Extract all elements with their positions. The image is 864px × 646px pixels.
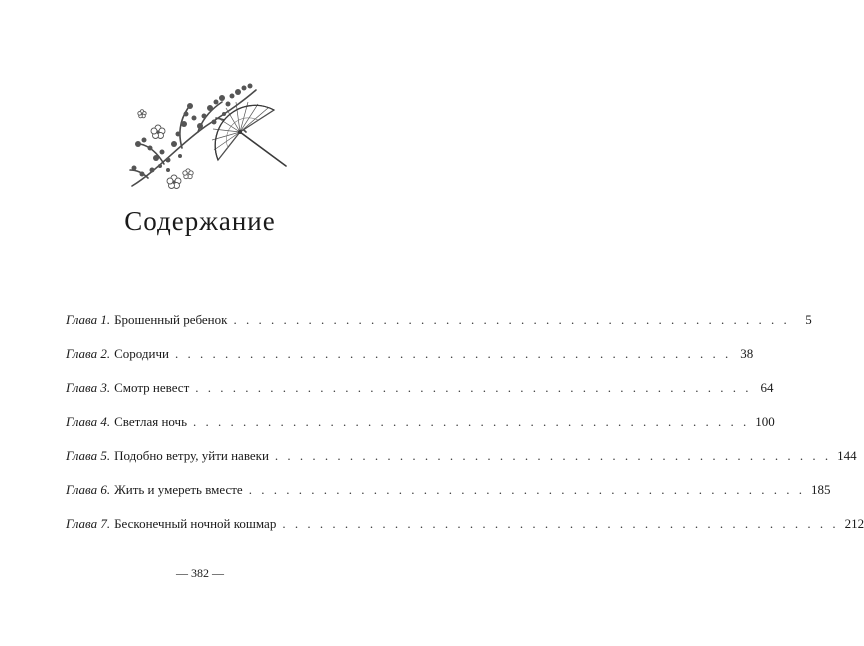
table-of-contents bbox=[66, 312, 864, 550]
chapter-label: Глава 5. bbox=[66, 448, 111, 463]
chapter-page-number: 144 bbox=[837, 448, 857, 463]
toc-entry[interactable] bbox=[66, 414, 775, 448]
leader-dots: . . . . . . . . . . . . . . . . . . . . . . . . . . . . . . . . . . . . . . . . . . . . . bbox=[174, 346, 732, 361]
chapter-label: Глава 3. bbox=[66, 380, 111, 395]
chapter-title: Брошенный ребенок bbox=[114, 312, 228, 327]
toc-entry[interactable] bbox=[66, 380, 774, 414]
leader-dots: . . . . . . . . . . . . . . . . . . . . . . . . . . . . . . . . . . . . . . . . . . . . . bbox=[233, 312, 790, 327]
chapter-label: Глава 6. bbox=[66, 482, 111, 497]
chapter-title: Сородичи bbox=[114, 346, 169, 361]
chapter-title: Светлая ночь bbox=[114, 414, 188, 429]
parasol-cherry-blossom-icon bbox=[128, 74, 288, 196]
chapter-title: Смотр невест bbox=[114, 380, 190, 395]
chapter-label: Глава 4. bbox=[66, 414, 111, 429]
page-number: — 382 — bbox=[176, 566, 224, 580]
toc-entry[interactable] bbox=[66, 312, 812, 346]
chapter-label: Глава 1. bbox=[66, 312, 111, 327]
toc-entry[interactable] bbox=[66, 482, 831, 516]
leader-dots: . . . . . . . . . . . . . . . . . . . . . . . . . . . . . . . . . . . . . . . . . . . . . bbox=[248, 482, 805, 497]
chapter-page-number: 38 bbox=[740, 346, 754, 361]
chapter-page-number: 64 bbox=[760, 380, 774, 395]
chapter-title: Подобно ветру, уйти навеки bbox=[114, 448, 269, 463]
toc-entry[interactable] bbox=[66, 448, 857, 482]
chapter-page-number: 212 bbox=[844, 516, 864, 531]
leader-dots: . . . . . . . . . . . . . . . . . . . . . . . . . . . . . . . . . . . . . . . . . . . . . bbox=[193, 414, 750, 429]
leader-dots: . . . . . . . . . . . . . . . . . . . . . . . . . . . . . . . . . . . . . . . . . . . . . bbox=[274, 448, 832, 463]
chapter-label: Глава 7. bbox=[66, 516, 111, 531]
chapter-label: Глава 2. bbox=[66, 346, 111, 361]
chapter-page-number: 5 bbox=[805, 312, 812, 327]
chapter-page-number: 185 bbox=[810, 482, 831, 497]
chapter-title: Жить и умереть вместе bbox=[114, 482, 243, 497]
leader-dots: . . . . . . . . . . . . . . . . . . . . . . . . . . . . . . . . . . . . . . . . . . . . . bbox=[195, 380, 752, 395]
chapter-title: Бесконечный ночной кошмар bbox=[114, 516, 277, 531]
toc-entry[interactable] bbox=[66, 516, 864, 550]
chapter-page-number: 100 bbox=[755, 414, 775, 429]
leader-dots: . . . . . . . . . . . . . . . . . . . . . . . . . . . . . . . . . . . . . . . . . . . . . bbox=[282, 516, 839, 531]
toc-entry[interactable] bbox=[66, 346, 754, 380]
page-title: Содержание bbox=[124, 206, 276, 236]
